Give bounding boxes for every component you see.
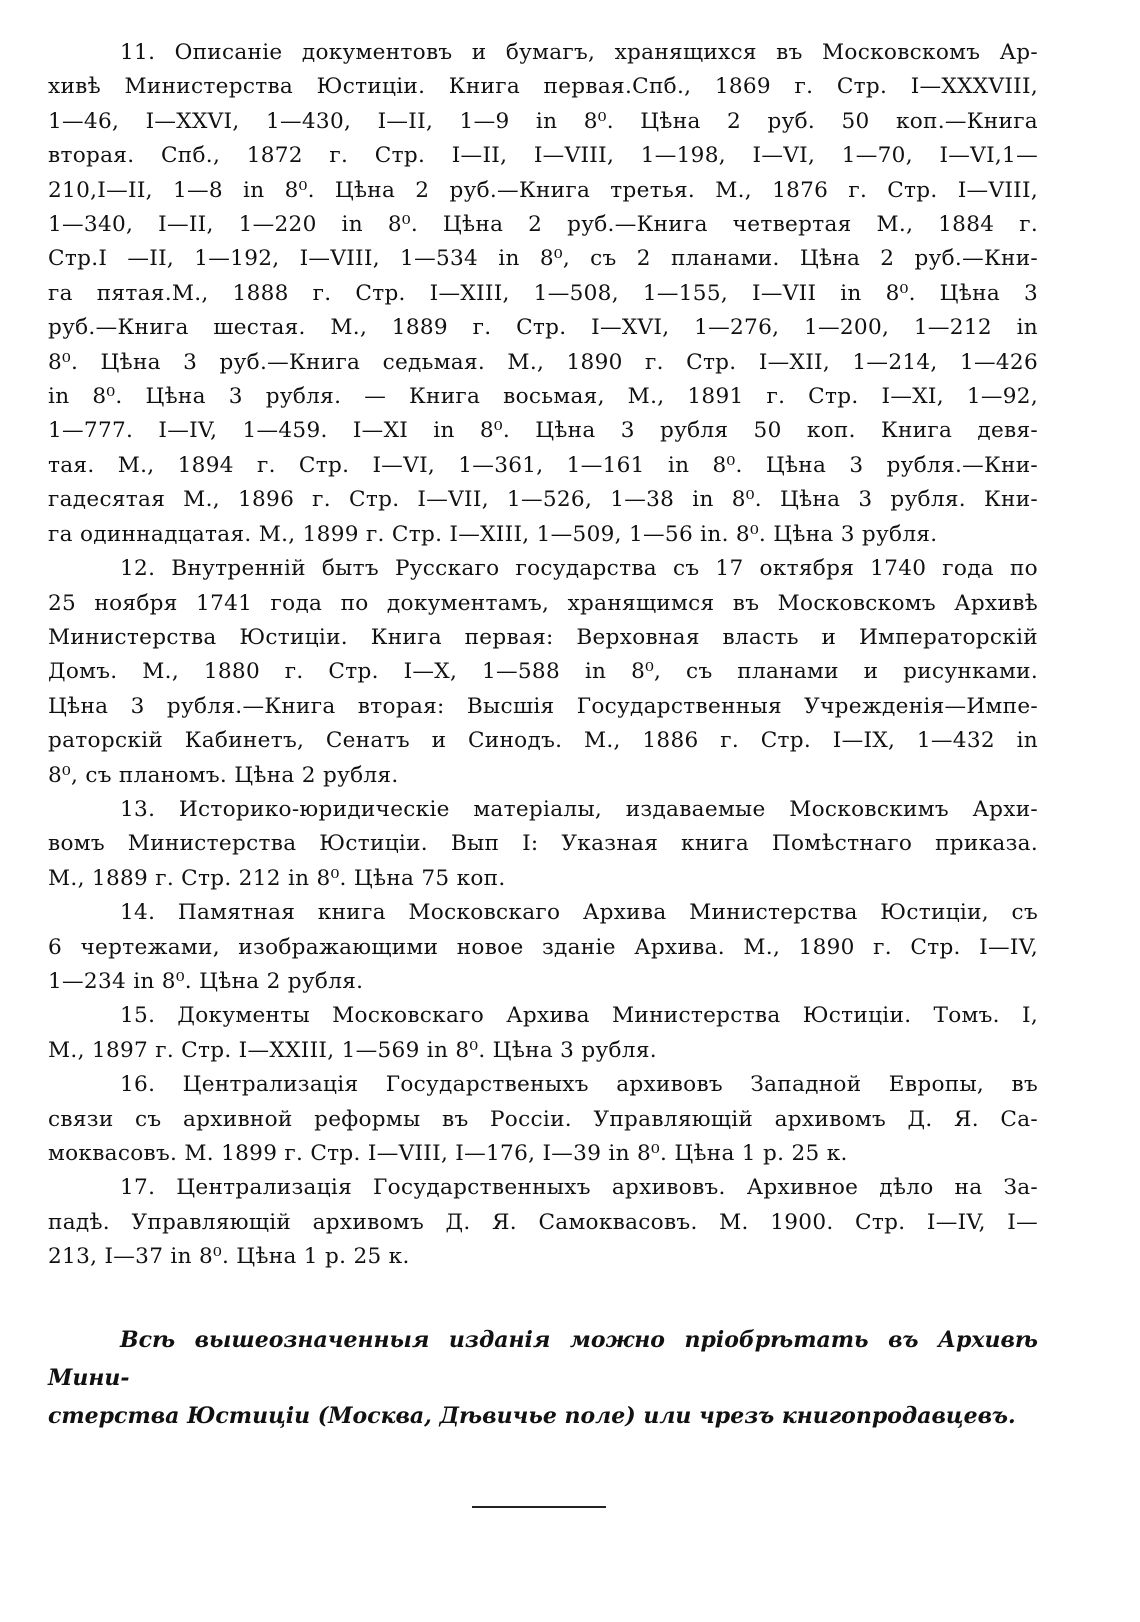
catalog-entry <box>48 36 1038 552</box>
entry-line: Домъ. М., 1880 г. Стр. I—X, 1—588 in 8⁰, съ планами и рисунками. <box>48 659 1038 685</box>
catalog-entry <box>48 1068 1038 1171</box>
catalog-entry <box>48 896 1038 999</box>
entry-line: 17. Централизація Государственныхъ архивовъ. Архивное дѣло на За- <box>120 1175 1038 1201</box>
entry-line: Министерства Юстиціи. Книга первая: Верховная власть и Императорскій <box>48 624 1038 650</box>
entry-line: га одиннадцатая. М., 1899 г. Стр. I—XIII, 1—509, 1—56 in. 8⁰. Цѣна 3 рубля. <box>48 521 938 547</box>
entry-line: вторая. Спб., 1872 г. Стр. I—II, I—VIII, 1—198, I—VI, 1—70, I—VI,1— <box>48 143 1038 169</box>
entry-line: 8⁰. Цѣна 3 руб.—Книга седьмая. М., 1890 г. Стр. I—XII, 1—214, 1—426 <box>48 349 1038 375</box>
entry-line: тая. М., 1894 г. Стр. I—VI, 1—361, 1—161 in 8⁰. Цѣна 3 рубля.—Кни- <box>48 452 1038 478</box>
entry-line: 1—777. I—IV, 1—459. I—XI in 8⁰. Цѣна 3 рубля 50 коп. Книга девя- <box>48 418 1038 444</box>
entry-line: 12. Внутренній бытъ Русскаго государства съ 17 октября 1740 года по <box>120 556 1038 582</box>
catalog-entry <box>48 552 1038 793</box>
entry-line: моквасовъ. М. 1899 г. Стр. I—VIII, I—176, I—39 in 8⁰. Цѣна 1 р. 25 к. <box>48 1141 848 1166</box>
catalog-entries <box>48 36 1038 1275</box>
entry-line: 210,I—II, 1—8 in 8⁰. Цѣна 2 руб.—Книга третья. М., 1876 г. Стр. I—VIII, <box>48 177 1038 203</box>
entry-line: 25 ноября 1741 года по документамъ, хранящимся въ Московскомъ Архивѣ <box>48 590 1038 616</box>
entry-line: связи съ архивной реформы въ Россіи. Управляющій архивомъ Д. Я. Са- <box>48 1106 1038 1132</box>
entry-line: руб.—Книга шестая. М., 1889 г. Стр. I—XVI, 1—276, 1—200, 1—212 in <box>48 315 1038 341</box>
entry-line: 11. Описаніе документовъ и бумагъ, хранящихся въ Московскомъ Ар- <box>120 40 1038 65</box>
catalog-entry <box>48 1171 1038 1274</box>
entry-line: 13. Историко-юридическіе матеріалы, издаваемые Московскимъ Архи- <box>120 796 1038 822</box>
footer-line: стерства Юстиціи (Москва, Дѣвичье поле) или чрезъ книгопродавцевъ. <box>48 1402 1016 1429</box>
entry-line: 14. Памятная книга Московскаго Архива Министерства Юстиціи, съ <box>120 900 1038 926</box>
entry-line: М., 1897 г. Стр. I—XXIII, 1—569 in 8⁰. Цѣна 3 рубля. <box>48 1037 657 1063</box>
entry-line: 8⁰, съ планомъ. Цѣна 2 рубля. <box>48 762 399 788</box>
entry-line: га пятая.М., 1888 г. Стр. I—XIII, 1—508, 1—155, I—VII in 8⁰. Цѣна 3 <box>48 280 1038 306</box>
document-page <box>48 36 1038 1435</box>
entry-line: 15. Документы Московскаго Архива Министерства Юстиціи. Томъ. I, <box>120 1003 1038 1029</box>
entry-line: Стр.I —II, 1—192, I—VIII, 1—534 in 8⁰, съ 2 планами. Цѣна 2 руб.—Кни- <box>48 246 1038 272</box>
entry-line: 213, I—37 in 8⁰. Цѣна 1 р. 25 к. <box>48 1244 410 1270</box>
entry-line: гадесятая М., 1896 г. Стр. I—VII, 1—526, 1—38 in 8⁰. Цѣна 3 рубля. Кни- <box>48 487 1038 513</box>
entry-line: М., 1889 г. Стр. 212 in 8⁰. Цѣна 75 коп. <box>48 865 506 891</box>
catalog-entry <box>48 999 1038 1068</box>
catalog-entry <box>48 793 1038 896</box>
entry-line: 1—340, I—II, 1—220 in 8⁰. Цѣна 2 руб.—Книга четвертая М., 1884 г. <box>48 212 1038 238</box>
footer-line: Всѣ вышеозначенныя изданія можно пріобрѣтать въ Архивѣ Мини- <box>48 1326 1038 1391</box>
footer-note <box>48 1321 1038 1435</box>
entry-line: 6 чертежами, изображающими новое зданіе Архива. М., 1890 г. Стр. I—IV, <box>48 934 1038 960</box>
entry-line: падѣ. Управляющій архивомъ Д. Я. Самоквасовъ. М. 1900. Стр. I—IV, I— <box>48 1209 1038 1235</box>
entry-line: раторскій Кабинетъ, Сенатъ и Синодъ. М., 1886 г. Стр. I—IX, 1—432 in <box>48 728 1038 754</box>
entry-line: in 8⁰. Цѣна 3 рубля. — Книга восьмая, М., 1891 г. Стр. I—XI, 1—92, <box>48 384 1038 410</box>
entry-line: вомъ Министерства Юстиціи. Вып I: Указная книга Помѣстнаго приказа. <box>48 831 1038 857</box>
closing-rule <box>472 1506 606 1508</box>
entry-line: 16. Централизація Государственыхъ архивовъ Западной Европы, въ <box>120 1072 1038 1098</box>
entry-line: 1—234 in 8⁰. Цѣна 2 рубля. <box>48 968 364 994</box>
entry-line: Цѣна 3 рубля.—Книга вторая: Высшія Государственныя Учрежденія—Импе- <box>48 693 1038 719</box>
entry-line: хивѣ Министерства Юстиціи. Книга первая.Спб., 1869 г. Стр. I—XXXVIII, <box>48 74 1038 100</box>
entry-line: 1—46, I—XXVI, 1—430, I—II, 1—9 in 8⁰. Цѣна 2 руб. 50 коп.—Книга <box>48 108 1038 134</box>
